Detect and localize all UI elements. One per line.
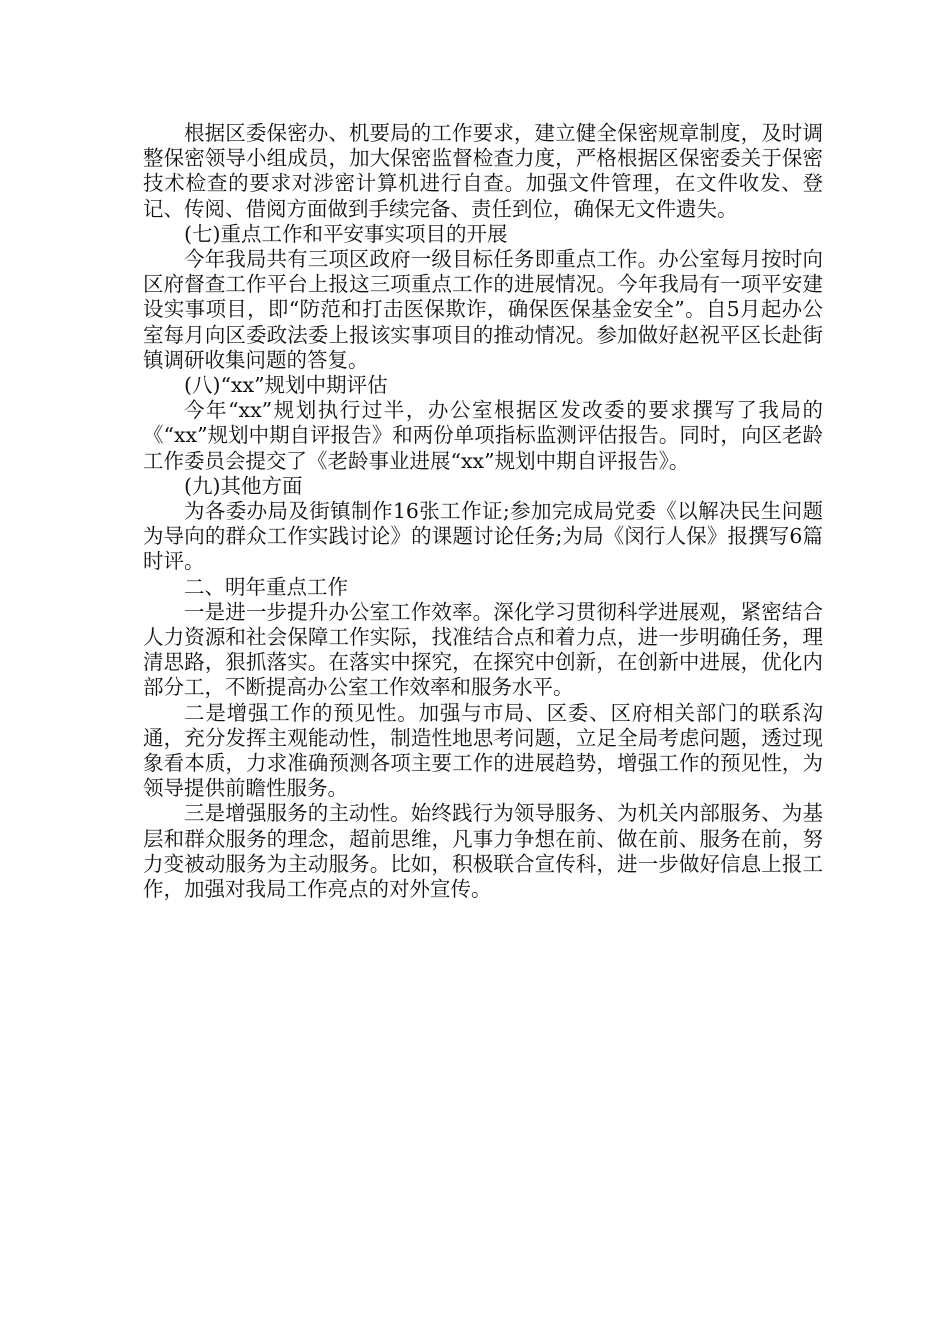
paragraph-mid-term-evaluation: 今年“xx”规划执行过半，办公室根据区发改委的要求撰写了我局的《“xx”规划中期自评报告》和两份单项指标监测评估报告。同时，向区老龄工作委员会提交了《老龄事业进展“xx”规划中期自评报告》。 — [143, 398, 823, 473]
section-heading-8: (八)“xx”规划中期评估 — [184, 373, 388, 398]
section-heading-9: (九)其他方面 — [184, 473, 303, 498]
paragraph-other-aspects: 为各委办局及街镇制作16张工作证;参加完成局党委《以解决民生问题为导向的群众工作实践讨论》的课题讨论任务;为局《闵行人保》报撰写6篇时评。 — [143, 499, 823, 574]
paragraph-confidentiality: 根据区委保密办、机要局的工作要求，建立健全保密规章制度，及时调整保密领导小组成员，加大保密监督检查力度，严格根据区保密委关于保密技术检查的要求对涉密计算机进行自查。加强文件管理，在文件收发、登记、传阅、借阅方面做到手续完备、责任到位，确保无文件遗失。 — [143, 121, 823, 221]
section-heading-next-year: 二、明年重点工作 — [184, 574, 348, 599]
paragraph-efficiency: 一是进一步提升办公室工作效率。深化学习贯彻科学进展观，紧密结合人力资源和社会保障工作实际，找准结合点和着力点，进一步明确任务，理清思路，狠抓落实。在落实中探究，在探究中创新，在创新中进展，优化内部分工，不断提高办公室工作效率和服务水平。 — [143, 599, 823, 700]
paragraph-initiative: 三是增强服务的主动性。始终践行为领导服务、为机关内部服务、为基层和群众服务的理念，超前思维，凡事力争想在前、做在前、服务在前，努力变被动服务为主动服务。比如，积极联合宣传科，进一步做好信息上报工作，加强对我局工作亮点的对外宣传。 — [143, 801, 823, 902]
paragraph-key-work: 今年我局共有三项区政府一级目标任务即重点工作。办公室每月按时向区府督查工作平台上报这三项重点工作的进展情况。今年我局有一项平安建设实事项目，即“防范和打击医保欺诈，确保医保基金安全”。自5月起办公室每月向区委政法委上报该实事项目的推动情况。参加做好赵祝平区长赴街镇调研收集问题的答复。 — [143, 247, 823, 372]
section-heading-7: (七)重点工作和平安事实项目的开展 — [184, 221, 508, 246]
paragraph-foresight: 二是增强工作的预见性。加强与市局、区委、区府相关部门的联系沟通，充分发挥主观能动性，制造性地思考问题，立足全局考虑问题，透过现象看本质，力求准确预测各项主要工作的进展趋势，增强工作的预见性，为领导提供前瞻性服务。 — [143, 700, 823, 801]
document-body — [143, 121, 823, 902]
